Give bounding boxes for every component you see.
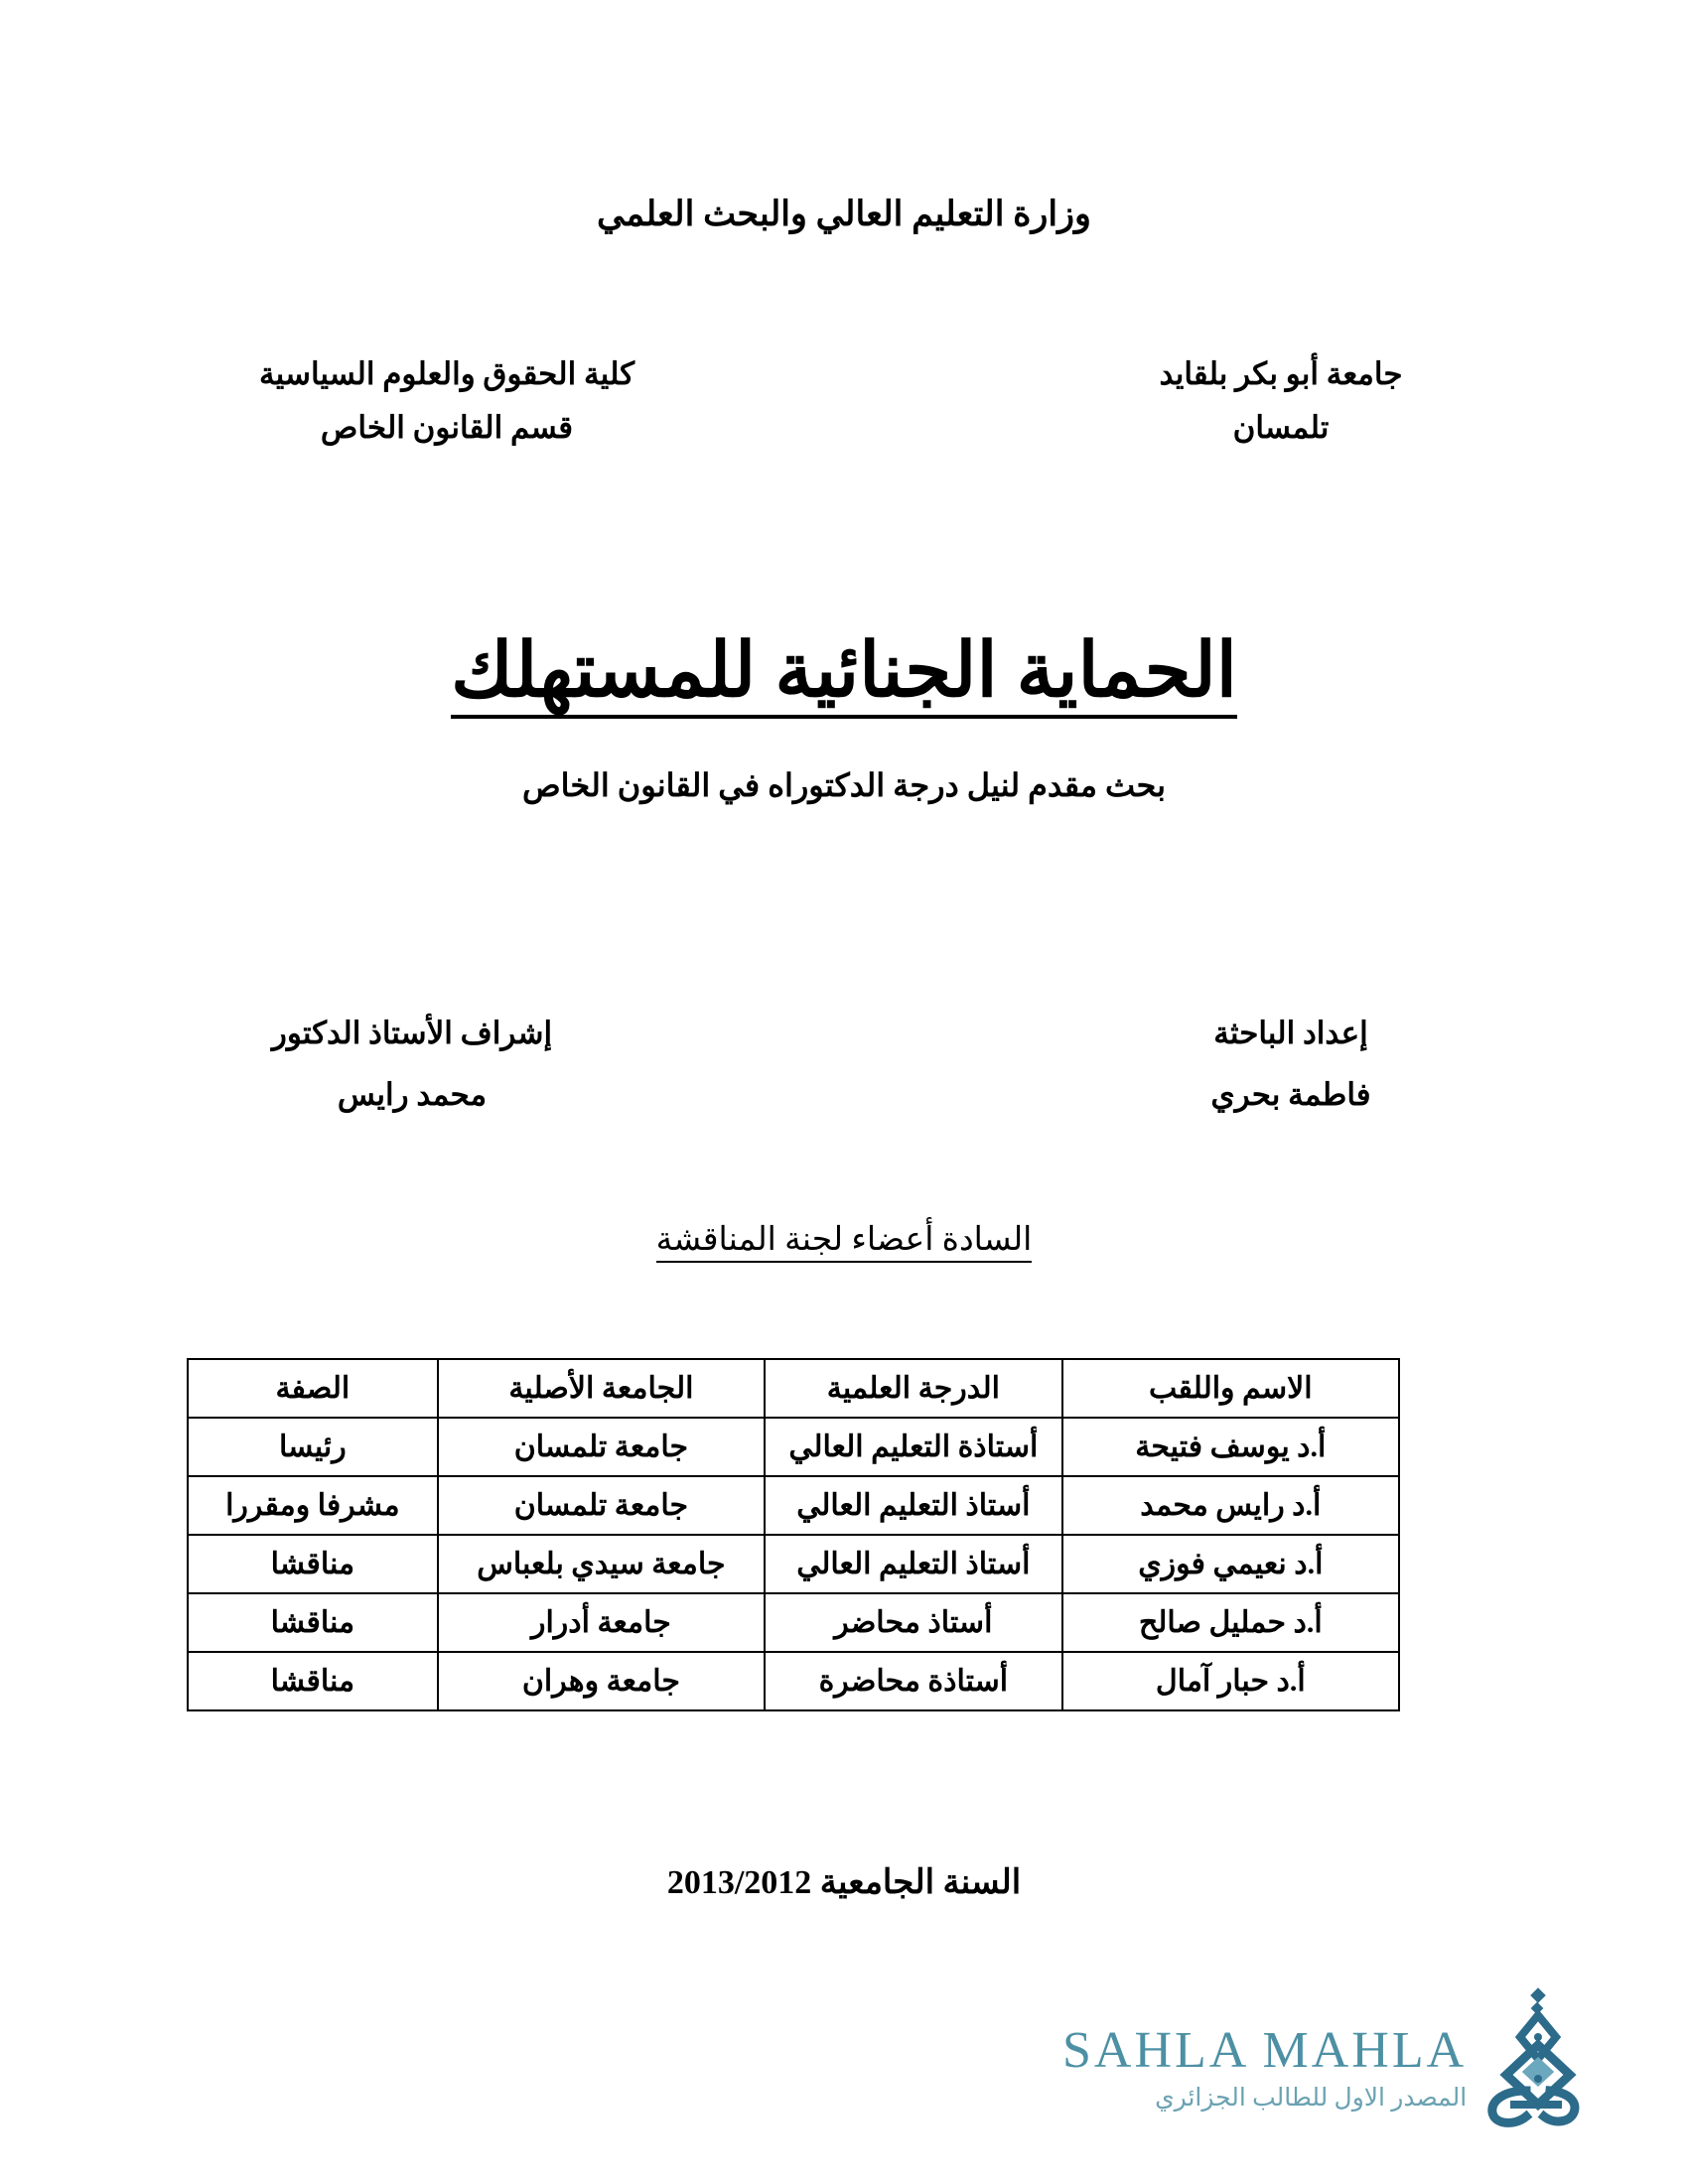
table-row — [188, 1593, 1399, 1652]
supervisor-name: محمد رايس — [337, 1077, 488, 1112]
page-title-text: الحماية الجنائية للمستهلك — [451, 629, 1237, 719]
cell-role: مناقشا — [188, 1593, 438, 1652]
jury-table-body — [188, 1418, 1399, 1710]
cell-name: أ.د نعيمي فوزي — [1062, 1535, 1399, 1593]
cell-role: مناقشا — [188, 1652, 438, 1710]
arabic-geometric-logo-icon — [1471, 1979, 1582, 2133]
page-title — [0, 625, 1688, 715]
university-city: تلمسان — [1232, 410, 1330, 446]
page-subtitle: بحث مقدم لنيل درجة الدكتوراه في القانون الخاص — [521, 767, 1167, 803]
university-column — [1072, 347, 1489, 456]
cell-role: مشرفا ومقررا — [188, 1476, 438, 1535]
ministry-header: وزارة التعليم العالي والبحث العلمي — [597, 195, 1091, 233]
author-name: فاطمة بحري — [1210, 1077, 1371, 1112]
cell-name: أ.د رايس محمد — [1062, 1476, 1399, 1535]
cell-university: جامعة سيدي بلعباس — [438, 1535, 765, 1593]
supervisor-label: إشراف الأستاذ الدكتور — [271, 1016, 553, 1050]
author-column — [1092, 1003, 1489, 1126]
supervisor-column — [199, 1003, 626, 1126]
cell-role: رئيسا — [188, 1418, 438, 1476]
cell-degree: أستاذ التعليم العالي — [765, 1535, 1062, 1593]
table-row — [188, 1652, 1399, 1710]
header-university: الجامعة الأصلية — [438, 1359, 765, 1418]
cell-university: جامعة أدرار — [438, 1593, 765, 1652]
author-label: إعداد الباحثة — [1213, 1016, 1368, 1050]
people-block — [199, 1003, 1489, 1126]
academic-year-label: السنة الجامعية — [819, 1864, 1022, 1901]
academic-year — [0, 1862, 1688, 1902]
cell-degree: أستاذة التعليم العالي — [765, 1418, 1062, 1476]
jury-table — [187, 1358, 1400, 1711]
watermark-logo — [1062, 1978, 1579, 2146]
cell-degree: أستاذة محاضرة — [765, 1652, 1062, 1710]
header-degree: الدرجة العلمية — [765, 1359, 1062, 1418]
table-row — [188, 1476, 1399, 1535]
cell-degree: أستاذ محاضر — [765, 1593, 1062, 1652]
brand-tagline: المصدر الاول للطالب الجزائري — [1155, 2085, 1468, 2112]
committee-heading-text: السادة أعضاء لجنة المناقشة — [656, 1222, 1033, 1263]
cell-university: جامعة تلمسان — [438, 1476, 765, 1535]
faculty-column — [199, 347, 695, 456]
table-row — [188, 1535, 1399, 1593]
brand-name: SAHLA MAHLA — [1062, 2022, 1468, 2079]
cell-name: أ.د يوسف فتيحة — [1062, 1418, 1399, 1476]
table-header-row — [188, 1359, 1399, 1418]
department-name: قسم القانون الخاص — [320, 410, 574, 446]
cell-name: أ.د حبار آمال — [1062, 1652, 1399, 1710]
university-name: جامعة أبو بكر بلقايد — [1159, 356, 1403, 391]
watermark-text — [1062, 2022, 1468, 2113]
cell-university: جامعة تلمسان — [438, 1418, 765, 1476]
cell-university: جامعة وهران — [438, 1652, 765, 1710]
committee-heading — [0, 1219, 1688, 1259]
header-role: الصفة — [188, 1359, 438, 1418]
cell-degree: أستاذ التعليم العالي — [765, 1476, 1062, 1535]
cell-name: أ.د حمليل صالح — [1062, 1593, 1399, 1652]
academic-year-value: 2013/2012 — [666, 1864, 812, 1901]
faculty-name: كلية الحقوق والعلوم السياسية — [259, 356, 634, 391]
institution-block — [199, 347, 1489, 456]
header-name: الاسم واللقب — [1062, 1359, 1399, 1418]
table-row — [188, 1418, 1399, 1476]
cell-role: مناقشا — [188, 1535, 438, 1593]
